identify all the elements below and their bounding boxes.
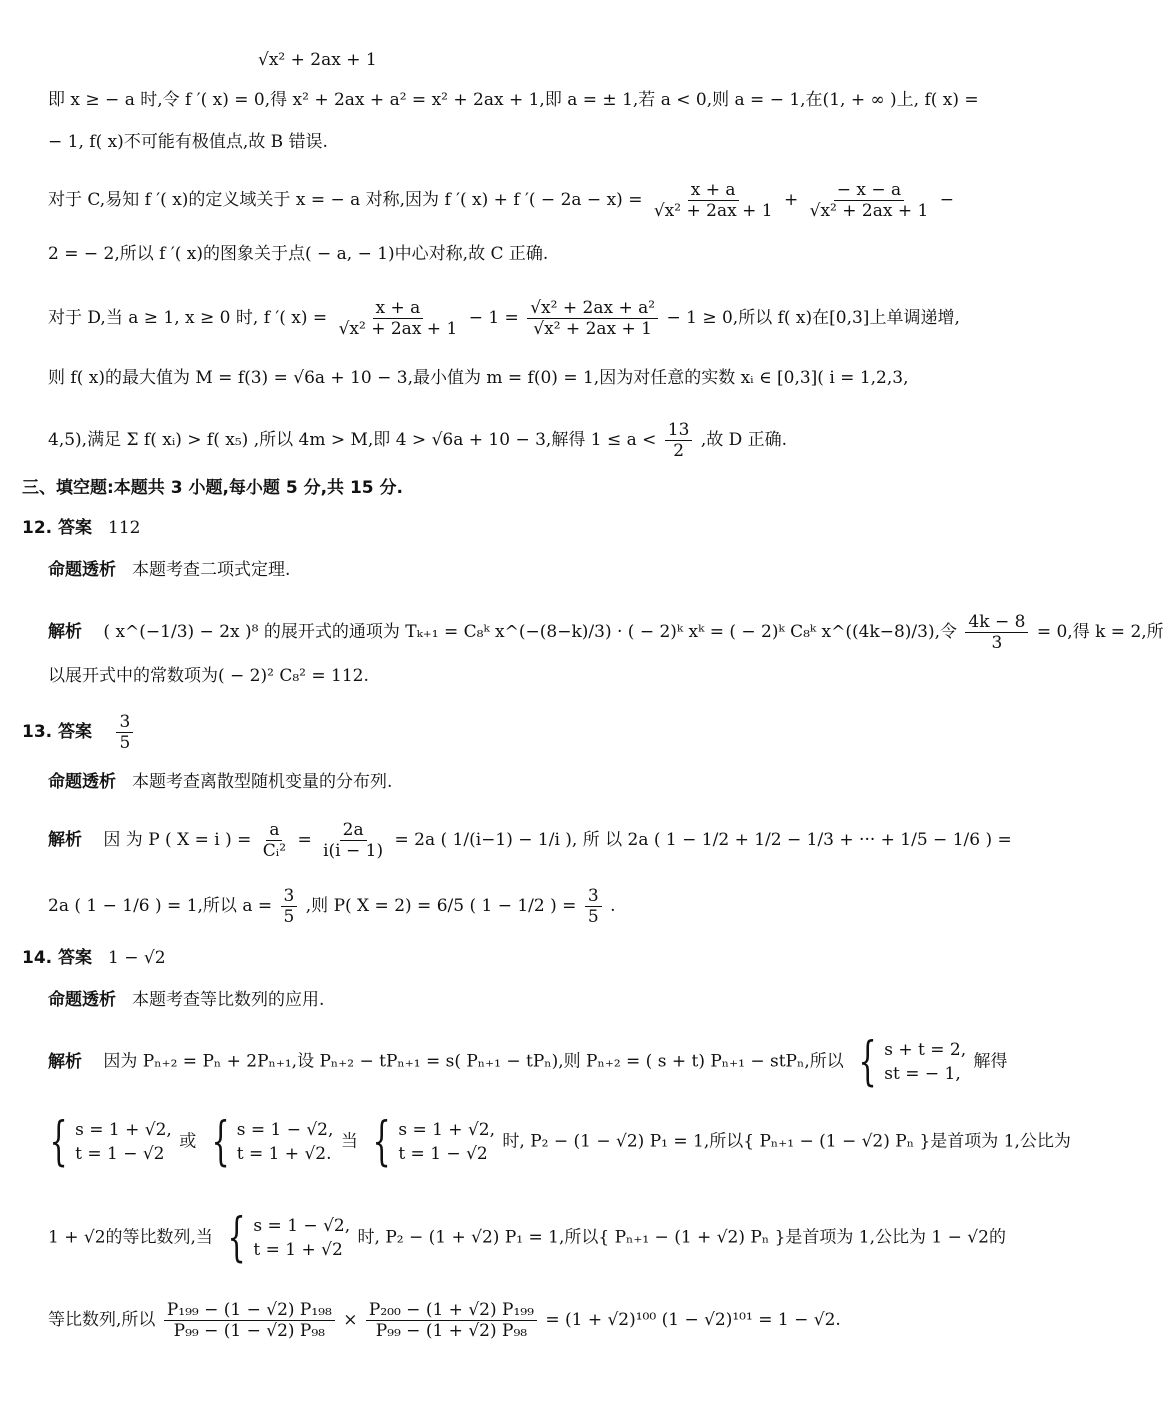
label: 命题透析 <box>48 772 116 792</box>
denominator: √x² + 2ax + 1 <box>338 319 458 339</box>
fraction <box>336 298 461 339</box>
denominator: √x² + 2ax + 1 <box>653 201 773 221</box>
question-head: 13. 答案 <box>22 722 93 742</box>
text-line <box>48 420 787 461</box>
numerator: 3 <box>116 712 133 733</box>
system-row: t = 1 − √2 <box>398 1144 488 1164</box>
text-segment: ,所以 4m > M,即 4 > √6a + 10 − 3,解得 1 ≤ a < <box>253 430 657 450</box>
fraction <box>281 886 298 927</box>
fraction <box>665 420 693 461</box>
fraction <box>651 180 776 221</box>
system-row: t = 1 − √2 <box>75 1144 165 1164</box>
text-line <box>48 1300 841 1341</box>
operator: − <box>939 190 954 210</box>
fraction <box>807 180 932 221</box>
text-segment: 因 为 P ( X = i ) = <box>103 830 252 850</box>
text-segment: 或 <box>179 1131 197 1152</box>
text-line <box>48 180 954 221</box>
numerator: 3 <box>585 886 602 907</box>
text-segment: − 1 ≥ 0,所以 f( x)在[0,3]上单调递增, <box>666 308 960 328</box>
text-segment: 1 + √2的等比数列,当 <box>48 1227 213 1248</box>
section-heading: 三、填空题:本题共 3 小题,每小题 5 分,共 15 分. <box>22 478 403 498</box>
label: 命题透析 <box>48 990 116 1010</box>
system-row: st = − 1, <box>884 1064 961 1084</box>
text-line <box>48 820 1012 861</box>
denominator: Cᵢ² <box>262 841 287 861</box>
numerator: 4k − 8 <box>965 612 1028 633</box>
fraction <box>320 820 386 861</box>
text-segment: = 0,得 k = 2,所 <box>1036 622 1164 642</box>
bottom-clipped-line <box>0 1290 950 1350</box>
answer-fraction <box>116 712 133 753</box>
text-segment: 时, P₂ − (1 + √2) P₁ = 1,所以{ Pₙ₊₁ − (1 + √2) Pₙ }是首项为 1,公比为 1 − √2的 <box>357 1227 1006 1248</box>
label: 命题透析 <box>48 560 116 580</box>
text-segment: 当 <box>340 1131 358 1152</box>
numerator: − x − a <box>834 180 904 201</box>
numerator: 13 <box>665 420 693 441</box>
denominator: √x² + 2ax + 1 <box>533 319 652 339</box>
text-line: 以展开式中的常数项为( − 2)² C₈² = 112. <box>48 666 369 686</box>
text-segment: = (1 + √2)¹⁰⁰ (1 − √2)¹⁰¹ = 1 − √2. <box>545 1310 841 1330</box>
operator: = <box>297 830 312 850</box>
text-line: − 1, f( x)不可能有极值点,故 B 错误. <box>48 132 328 152</box>
question-head: 12. 答案 <box>22 518 93 538</box>
text-segment: 等比数列,所以 <box>48 1310 156 1330</box>
summation: Σ f( xᵢ) > f( x₅) <box>126 430 249 450</box>
text-line <box>40 1112 1071 1172</box>
text-line <box>48 1032 1008 1092</box>
numerator: P₂₀₀ − (1 + √2) P₁₉₉ <box>366 1300 537 1321</box>
fraction <box>585 886 602 927</box>
answer-value: 112 <box>108 518 141 538</box>
equation-system <box>365 1112 496 1172</box>
numerator: 2a <box>340 820 367 841</box>
text-segment: ( x^(−1/3) − 2x )⁸ 的展开式的通项为 Tₖ₊₁ = C₈ᵏ x^(−(8−k)/3) · ( − 2)ᵏ xᵏ = ( − 2)ᵏ C₈ᵏ x^((4k−8)/3),令 <box>103 622 958 642</box>
numerator: P₁₉₉ − (1 − √2) P₁₉₈ <box>164 1300 335 1321</box>
brace-glyph: { <box>372 1112 391 1172</box>
denominator: 5 <box>119 733 131 753</box>
denominator: P₉₉ − (1 − √2) P₉₈ <box>173 1321 325 1341</box>
text-line: 即 x ≥ − a 时,令 f ′( x) = 0,得 x² + 2ax + a² = x² + 2ax + 1,即 a = ± 1,若 a < 0,则 a = − 1,在(1, + ∞ )上, f( x) = <box>48 90 979 110</box>
brace-glyph: { <box>858 1032 877 1092</box>
text-segment: 本题考查等比数列的应用. <box>132 990 325 1010</box>
text-segment: 本题考查二项式定理. <box>132 560 291 580</box>
system-row: s = 1 − √2, <box>236 1120 334 1140</box>
text-line <box>48 298 960 339</box>
denominator: √x² + 2ax + 1 <box>809 201 929 221</box>
fraction <box>164 1300 335 1341</box>
text-segment: 本题考查离散型随机变量的分布列. <box>132 772 393 792</box>
text-line <box>48 1208 1006 1268</box>
answer-line <box>22 516 141 540</box>
answer-line <box>22 946 166 970</box>
brace-glyph: { <box>227 1208 246 1268</box>
brace-glyph: { <box>211 1112 230 1172</box>
text-segment: 因为 Pₙ₊₂ = Pₙ + 2Pₙ₊₁,设 Pₙ₊₂ − tPₙ₊₁ = s( Pₙ₊₁ − tPₙ),则 Pₙ₊₂ = ( s + t) Pₙ₊₁ − stPₙ,所以 <box>103 1051 844 1072</box>
denominator: 2 <box>673 441 685 461</box>
equation-system <box>42 1112 172 1172</box>
brace-glyph: { <box>49 1112 68 1172</box>
numerator: 3 <box>281 886 298 907</box>
text-segment: 2a ( 1 − 1/6 ) = 1,所以 a = <box>48 896 273 916</box>
numerator: a <box>266 820 282 841</box>
operator: × <box>343 1310 358 1330</box>
denominator: P₉₉ − (1 + √2) P₉₈ <box>375 1321 528 1341</box>
answer-line <box>22 712 136 753</box>
text-segment: 4,5),满足 <box>48 430 122 450</box>
text-line: 2 = − 2,所以 f ′( x)的图象关于点( − a, − 1)中心对称,故 C 正确. <box>48 244 549 264</box>
denominator: 5 <box>587 907 599 927</box>
analysis-line <box>48 988 324 1012</box>
text-line <box>48 886 615 927</box>
fraction <box>260 820 289 861</box>
answer-value: 1 − √2 <box>108 948 166 968</box>
text-segment: 时, P₂ − (1 − √2) P₁ = 1,所以{ Pₙ₊₁ − (1 − √2) Pₙ }是首项为 1,公比为 <box>502 1131 1071 1152</box>
label: 解析 <box>48 830 82 850</box>
fraction <box>965 612 1028 653</box>
operator: + <box>783 190 799 210</box>
system-row: t = 1 + √2 <box>253 1240 343 1260</box>
system-row: s = 1 + √2, <box>398 1120 496 1140</box>
analysis-line <box>48 770 392 794</box>
system-row: s = 1 − √2, <box>253 1216 351 1236</box>
equation-system <box>851 1032 967 1092</box>
text-line: 则 f( x)的最大值为 M = f(3) = √6a + 10 − 3,最小值为 m = f(0) = 1,因为对任意的实数 xᵢ ∈ [0,3]( i = 1,2,3, <box>48 368 909 388</box>
analysis-line <box>48 558 290 582</box>
text-segment: ,则 P( X = 2) = 6/5 ( 1 − 1/2 ) = <box>305 896 577 916</box>
text-segment: ,故 D 正确. <box>700 430 788 450</box>
numerator: √x² + 2ax + a² <box>527 298 658 319</box>
text-line <box>48 612 1164 653</box>
numerator: x + a <box>688 180 739 201</box>
cropped-top-line <box>0 0 950 70</box>
denominator: i(i − 1) <box>323 841 384 861</box>
label: 解析 <box>48 622 82 642</box>
system-row: s = 1 + √2, <box>75 1120 172 1140</box>
text-segment: − 1 = <box>468 308 519 328</box>
label: 解析 <box>48 1051 82 1072</box>
fraction <box>527 298 658 339</box>
text-segment: . <box>610 896 616 916</box>
system-row: s + t = 2, <box>884 1040 967 1060</box>
text-segment: 对于 D,当 a ≥ 1, x ≥ 0 时, f ′( x) = <box>48 308 328 328</box>
question-head: 14. 答案 <box>22 948 93 968</box>
equation-system <box>204 1112 334 1172</box>
fraction <box>366 1300 537 1341</box>
text-segment: 对于 C,易知 f ′( x)的定义域关于 x = − a 对称,因为 f ′( x) + f ′( − 2a − x) = <box>48 190 643 210</box>
text-segment: = 2a ( 1/(i−1) − 1/i ), 所 以 2a ( 1 − 1/2 + 1/2 − 1/3 + ··· + 1/5 − 1/6 ) = <box>394 830 1012 850</box>
cropped-formula: √x² + 2ax + 1 <box>258 50 377 70</box>
numerator: x + a <box>373 298 424 319</box>
system-row: t = 1 + √2. <box>236 1144 332 1164</box>
denominator: 5 <box>283 907 295 927</box>
denominator: 3 <box>991 633 1003 653</box>
text-segment: 解得 <box>973 1051 1008 1072</box>
equation-system <box>220 1208 351 1268</box>
